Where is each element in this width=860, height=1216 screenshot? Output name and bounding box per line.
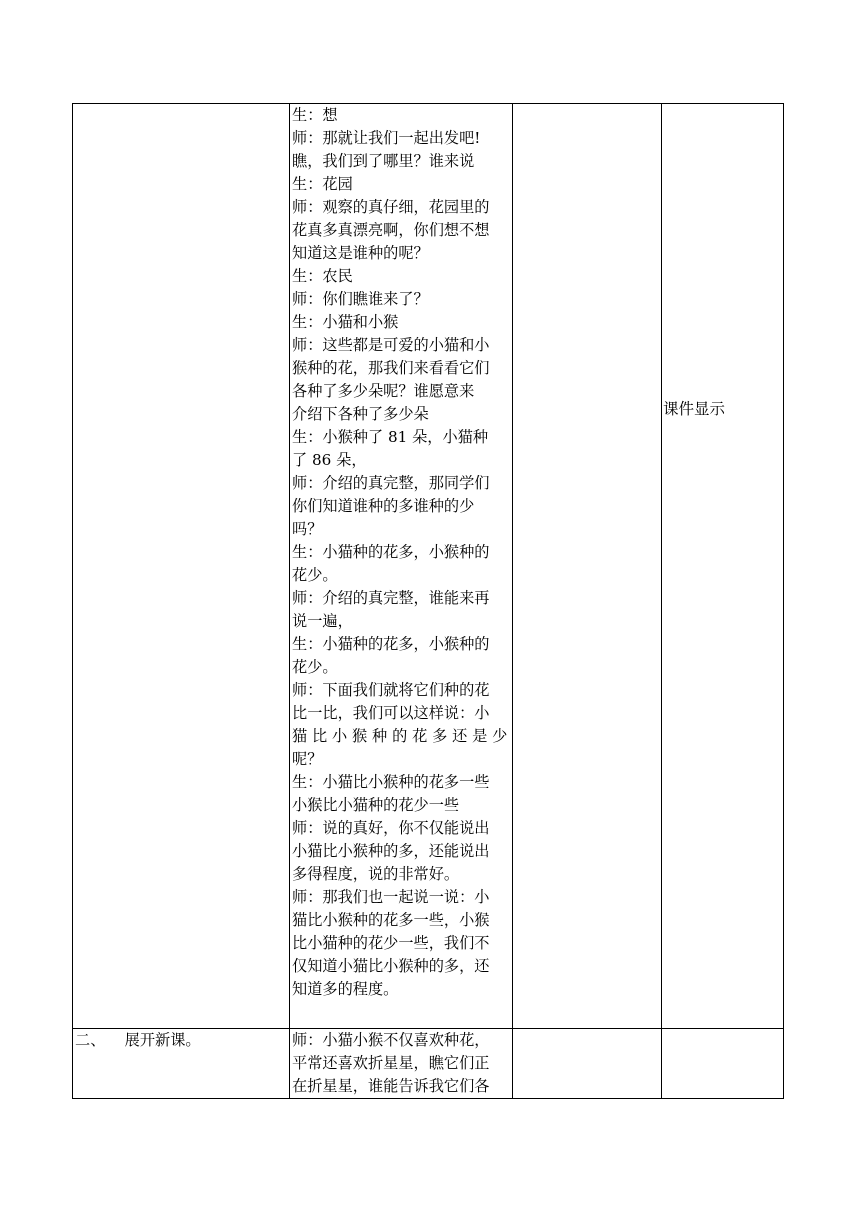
- dialogue-line: 知道这是谁种的呢？: [292, 244, 429, 262]
- dialogue-line: 了 86 朵，: [292, 451, 367, 469]
- dialogue-line: 师：介绍的真完整，那同学们: [292, 474, 490, 492]
- dialogue-line: 猫比小猴种的花多一些，小猴: [292, 911, 490, 929]
- dialogue-line: 师：那我们也一起说一说：小: [292, 888, 490, 906]
- dialogue-line: 瞧，我们到了哪里？谁来说: [292, 152, 475, 170]
- dialogue-line: 师：你们瞧谁来了？: [292, 290, 429, 308]
- activity-cell: [513, 1029, 662, 1099]
- dialogue-line: 生：农民: [292, 267, 353, 285]
- dialogue-lines: [290, 1029, 512, 1098]
- dialogue-line: 小猴比小猫种的花少一些: [292, 796, 460, 814]
- dialogue-line: 师：小猫小猴不仅喜欢种花，: [292, 1031, 490, 1049]
- note-cell: [662, 1029, 784, 1099]
- dialogue-line: 生：想: [292, 106, 338, 124]
- dialogue-line: 吗？: [292, 520, 323, 538]
- dialogue-line: 说一遍，: [292, 612, 353, 630]
- dialogue-line: 师：介绍的真完整，谁能来再: [292, 589, 490, 607]
- dialogue-line: 师：下面我们就将它们种的花: [292, 681, 490, 699]
- dialogue-line: 呢？: [292, 750, 323, 768]
- section-cell: [73, 104, 290, 1029]
- dialogue-line: 小猫比小猴种的多，还能说出: [292, 842, 490, 860]
- dialogue-line: 师：观察的真仔细，花园里的: [292, 198, 490, 216]
- dialogue-line: 各种了多少朵呢？谁愿意来: [292, 382, 475, 400]
- dialogue-line: 在折星星，谁能告诉我它们各: [292, 1077, 490, 1095]
- dialogue-lines: [290, 104, 512, 1001]
- section-cell: [73, 1029, 290, 1099]
- dialogue-line: 花真多真漂亮啊，你们想不想: [292, 221, 490, 239]
- dialogue-line: 知道多的程度。: [292, 980, 399, 998]
- dialogue-cell: [290, 104, 513, 1029]
- dialogue-line: 仅知道小猫比小猴种的多，还: [292, 957, 490, 975]
- note-cell: [662, 104, 784, 1029]
- dialogue-line: 师：那就让我们一起出发吧!: [292, 129, 481, 147]
- table-row: [73, 1029, 784, 1099]
- dialogue-line: 生：小猫种的花多，小猴种的: [292, 635, 490, 653]
- dialogue-line: 师：这些都是可爱的小猫和小: [292, 336, 490, 354]
- dialogue-cell: [290, 1029, 513, 1099]
- dialogue-line: 师：说的真好，你不仅能说出: [292, 819, 490, 837]
- dialogue-line: 猫 比 小 猴 种 的 花 多 还 是 少: [292, 727, 508, 745]
- dialogue-line: 花少。: [292, 658, 338, 676]
- dialogue-line: 猴种的花，那我们来看看它们: [292, 359, 490, 377]
- section-heading: 二、 展开新课。: [75, 1031, 201, 1049]
- dialogue-line: 花少。: [292, 566, 338, 584]
- dialogue-line: 平常还喜欢折星星，瞧它们正: [292, 1054, 490, 1072]
- dialogue-line: 比小猫种的花少一些，我们不: [292, 934, 490, 952]
- dialogue-line: 生：小猫比小猴种的花多一些: [292, 773, 490, 791]
- dialogue-line: 生：花园: [292, 175, 353, 193]
- dialogue-line: 你们知道谁种的多谁种的少: [292, 497, 475, 515]
- dialogue-line: 比一比，我们可以这样说：小: [292, 704, 490, 722]
- dialogue-line: 生：小猫和小猴: [292, 313, 399, 331]
- dialogue-line: 生：小猫种的花多，小猴种的: [292, 543, 490, 561]
- lesson-plan-table: [72, 103, 784, 1099]
- dialogue-line: 生：小猴种了 81 朵，小猫种: [292, 428, 489, 446]
- activity-cell: [513, 104, 662, 1029]
- dialogue-line: 介绍下各种了多少朵: [292, 405, 429, 423]
- table-row: [73, 104, 784, 1029]
- courseware-note: 课件显示: [663, 400, 726, 418]
- dialogue-line: 多得程度，说的非常好。: [292, 865, 460, 883]
